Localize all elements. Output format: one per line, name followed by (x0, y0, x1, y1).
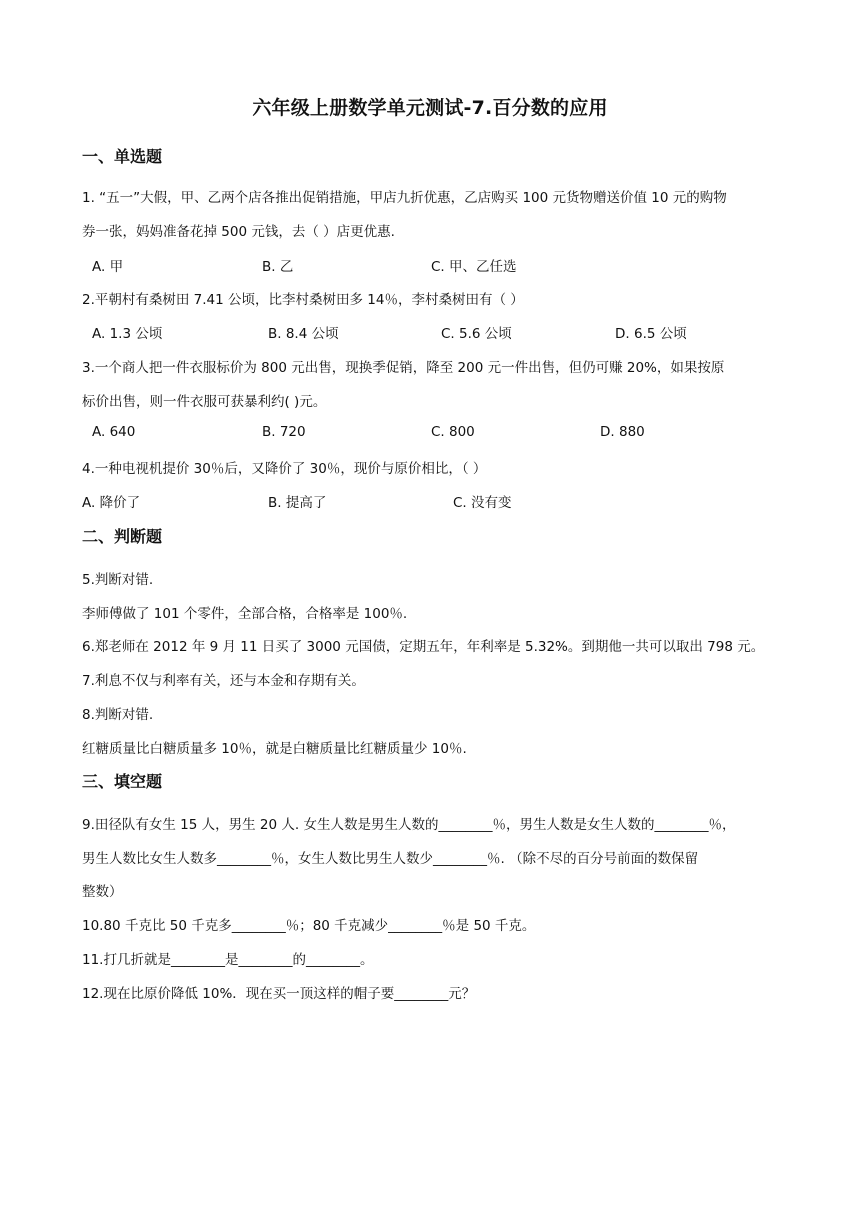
question-4-option-a: A. 降价了 (82, 495, 141, 511)
question-4-line-1: 4.一种电视机提价 30％后，又降价了 30％，现价与原价相比，（ ） (82, 461, 487, 477)
question-5-line-1: 5.判断对错. (82, 572, 154, 588)
question-9-line-2: 男生人数比女生人数多________％，女生人数比男生人数少________％. （除不尽的百分号前面的数保留 (82, 851, 699, 867)
question-10-line-1: 10.80 千克比 50 千克多________％；80 千克减少________％是 50 千克。 (82, 918, 536, 934)
question-2-option-d: D. 6.5 公顷 (615, 326, 687, 342)
page-title: 六年级上册数学单元测试-7.百分数的应用 (252, 97, 608, 119)
question-7-line-1: 7.利息不仅与利率有关，还与本金和存期有关。 (82, 673, 365, 689)
question-3-option-b: B. 720 (262, 424, 306, 440)
question-3-option-d: D. 880 (600, 424, 645, 440)
section-heading-fill-blank: 三、填空题 (82, 772, 163, 791)
section-heading-single-choice: 一、单选题 (82, 147, 163, 166)
question-3-option-a: A. 640 (92, 424, 136, 440)
question-3-option-c: C. 800 (431, 424, 475, 440)
question-6-line-1: 6.郑老师在 2012 年 9 月 11 日买了 3000 元国债，定期五年，年利率是 5.32%。到期他一共可以取出 798 元。 (82, 639, 765, 655)
section-heading-true-false: 二、判断题 (82, 527, 163, 546)
question-4-option-c: C. 没有变 (453, 495, 512, 511)
question-3-line-2: 标价出售，则一件衣服可获暴利约( )元。 (82, 394, 327, 410)
question-1-option-b: B. 乙 (262, 259, 294, 275)
question-9-line-1: 9.田径队有女生 15 人，男生 20 人. 女生人数是男生人数的________％，男生人数是女生人数的________％， (82, 817, 736, 833)
question-12-line-1: 12.现在比原价降低 10%．现在买一顶这样的帽子要________元？ (82, 986, 476, 1002)
question-1-option-c: C. 甲、乙任选 (431, 259, 517, 275)
question-5-line-2: 李师傅做了 101 个零件，全部合格，合格率是 100％. (82, 606, 408, 622)
question-1-line-2: 券一张，妈妈准备花掉 500 元钱，去（ ）店更优惠. (82, 224, 395, 240)
question-3-line-1: 3.一个商人把一件衣服标价为 800 元出售，现换季促销，降至 200 元一件出售，但仍可赚 20%，如果按原 (82, 360, 725, 376)
question-9-line-3: 整数） (82, 884, 123, 900)
question-2-option-b: B. 8.4 公顷 (268, 326, 339, 342)
question-1-line-1: 1. “五一”大假，甲、乙两个店各推出促销措施，甲店九折优惠，乙店购买 100 元货物赠送价值 10 元的购物 (82, 190, 727, 206)
question-4-option-b: B. 提高了 (268, 495, 327, 511)
question-8-line-1: 8.判断对错. (82, 707, 154, 723)
question-2-line-1: 2.平朝村有桑树田 7.41 公顷，比李村桑树田多 14％，李村桑树田有（ ） (82, 292, 524, 308)
question-1-option-a: A. 甲 (92, 259, 124, 275)
question-11-line-1: 11.打几折就是________是________的________。 (82, 952, 374, 968)
question-8-line-2: 红糖质量比白糖质量多 10％，就是白糖质量比红糖质量少 10％. (82, 741, 467, 757)
question-2-option-a: A. 1.3 公顷 (92, 326, 163, 342)
question-2-option-c: C. 5.6 公顷 (441, 326, 512, 342)
